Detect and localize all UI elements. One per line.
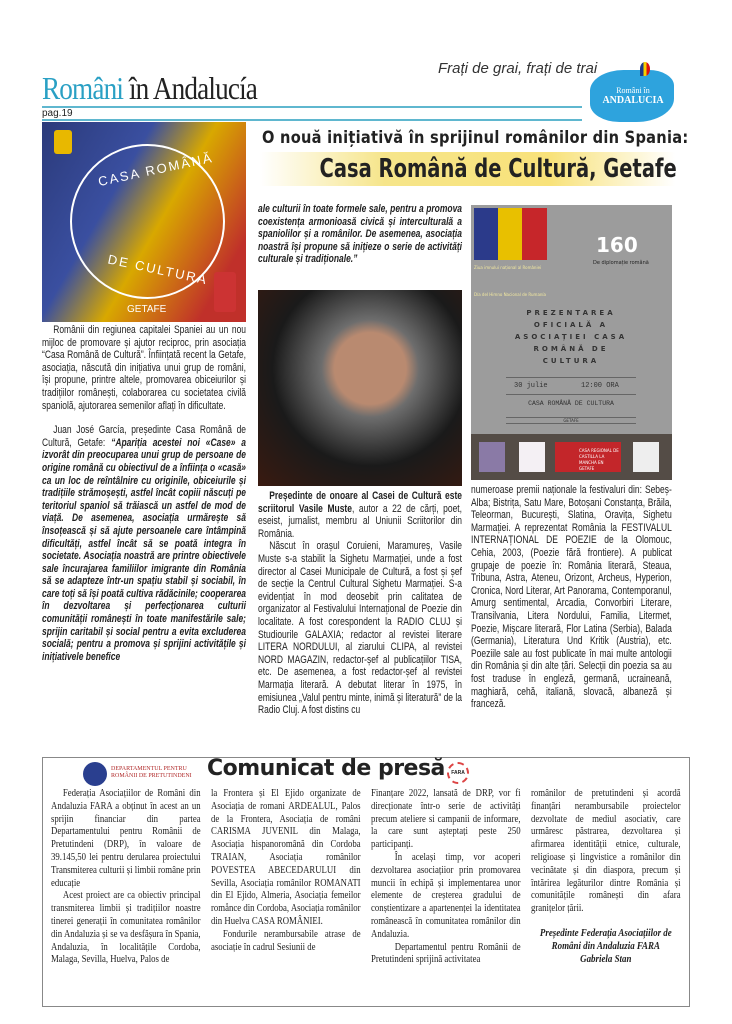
press-column-4: românilor de pretutindeni și acordă finanțări nerambursabile proiectelor dezvoltate de mediul asociativ, care urmăresc păstrarea, dezvoltarea și afirmarea identității etnice, culturale, religioase și lingvistice a românilor din vecinătate și din diaspora, precum și întărirea legăturilor dintre România și comunitățile românești din afara granițelor țării. Președinte Federația Asociațiilor de Români din Andaluzia FARA Gabriela Stan bbox=[531, 788, 681, 965]
casa-romana-logo-image: CASA ROMÂNĂ DE CULTURA GETAFE bbox=[42, 122, 246, 322]
press-column-2: la Frontera și El Ejido organizate de Asociația de romani ARDEALUL, Palos de la Frontera, Asociația de români CARISMA JUVENIL din Malaga, Asociația hispanoromână din Cordoba TRAIAN, Asociația românilor POVESTEA ABECEDARULUI din Sevilla, Asociația românilor ROMANATI din El Ejido, Almeria, Asociația femeilor romånce din Cordoba, Asociația românilor din Huelva CASA ROMÂNIEI. Fondurile nerambursabile atrase de asociație în cadrul Sesiunii de bbox=[211, 788, 361, 953]
drp-emblem-icon bbox=[83, 762, 107, 786]
press-release-box: DEPARTAMENTUL PENTRU ROMÂNII DE PRETUTINDENI Comunicat de presă FARA Federația Asociațiilor de Români din Andaluzia FARA a obținut în acest an un sprijin financiar din partea Departamentului pentru Românii de Pretutindeni (DRP), în valoare de 39.145,50 lei pentru derularea proiectului Transmiterea culturii și limbii române prin educație Acest proiect are ca obiectiv principal transmiterea limbii și tradițiilor noastre tinerei generații în comunitatea românilor din Andaluzia și se va desfășura în Spania, Andaluzia, în localitățile Cordoba, Malaga, Sevilla, Huelva, Palos de la Frontera și El Ejido organizate de Asociația de romani ARDEALUL, Palos de la Frontera, Asociația de români CARISMA JUVENIL din Malaga, Asociația hispanoromână din Cordoba TRAIAN, Asociația românilor POVESTEA ABECEDARULUI din Sevilla, Asociația românilor ROMANATI din El Ejido, Almeria, Asociația femeilor romånce din Cordoba, Asociația românilor din Huelva CASA ROMÂNIEI. Fondurile nerambursabile atrase de asociație în cadrul Sesiunii de Finanțare 2022, lansată de DRP, vor fi direcționate într-o serie de activități precum ateliere si campanii de informare, la care sunt așteptați peste 250 participanți. În același timp, vor acoperi dezvoltarea asociațiior prin promovarea muncii în echipă și implementarea unor elemente de creșterea gradului de conștientizare a apartenenței la identitatea românească în comunitatea românilor din Andaluzia. Departamentul pentru Românii de Pretutindeni sprijină activitatea românilor de pretutindeni și acordă finanțări nerambursabile proiectelor dezvoltate de mediul asociativ, care urmăresc păstrarea, dezvoltarea și afirmarea identității etnice, culturale, religioase și lingvistice a românilor din vecinătate și din diaspora, precum și întărirea legăturilor dintre România și comunitățile românești din afara granițelor țării. Președinte Federația Asociațiilor de Români din Andaluzia FARA Gabriela Stan bbox=[42, 757, 690, 1007]
sponsor-bar: CASA REGIONAL DE CASTILLA LA MANCHA EN GETAFE bbox=[471, 434, 672, 480]
article-column-3: numeroase premii naționale la festivaluri din: Sebeș-Alba; Bistrița, Satu Mare, Botoșani Constanța, Brăila, Teleorman, București, Slatina, Oravița, Sighetu Marmației. A reprezentat România la FESTIVALUL INTERNAȚIONAL DE POEZIE de la Olomouc, Cehia, 2003, (Poezie fără frontiere). A publicat grupaje de poezie în: România literară, Steaua, Tribuna, Astra, Ateneu, Orizont, Archeus, Hyperion, Cronica, Nord Literar, Art Panorama, Contemporanul, Amurg sentimental, Arcadia, Convorbiri Literare, Transilvania, Litera Nordului, Familia, Litermet, Poezie, Mișcare literară, Flor Latina (Serbia), Balada (Germania), Literatura Und Kritik (Austria), etc. Poeziile sale au fost publicate în mai multe antologii din România și din alte țări. Selecții din poezia sa au fost traduse în engleză, germană, ucraineană, maghiară, cehă, italiană, slovacă, albaneză și franceză. bbox=[471, 484, 672, 711]
andalucia-logo: Români în ANDALUCIA bbox=[590, 62, 674, 122]
press-title: Comunicat de presă bbox=[207, 756, 445, 781]
press-column-1: Federația Asociațiilor de Români din Andaluzia FARA a obținut în acest an un sprijin financiar din partea Departamentului pentru Românii de Pretutindeni (DRP), în valoare de 39.145,50 lei pentru derularea proiectului Transmiterea culturii și limbii române prin educație Acest proiect are ca obiectiv principal transmiterea limbii și tradițiilor noastre tinerei generații în comunitatea românilor din Andaluzia și se va desfășura în Spania, Andaluzia, în localitățile Cordoba, Malaga, Sevilla, Huelva, Palos de bbox=[51, 788, 201, 966]
motto: Frați de grai, frați de trai bbox=[438, 60, 598, 77]
article-headline: Casa Română de Cultură, Getafe bbox=[260, 152, 675, 186]
fara-logo: FARA bbox=[447, 762, 469, 784]
article-column-1: Românii din regiunea capitalei Spaniei au un nou mijloc de promovare și ajutor reciproc, prin asociația “Casa Română de Cultură”. Înființată recent la Getafe, asociația, născută din inițiativa unui grup de români, își propune, printre altele, promovarea obiceiurilor și tradițiilor românești, colaborarea cu societatea civilă spaniolă, ajutorarea semenilor aflați în dificultate. Juan José García, președinte Casa Română de Cultură, Getafe: “Apariția acestei noi «Case» a izvorât din preocuparea unui grup de persoane de origine română cu obiectivul de a înființa o «casă» ca un loc de reîntâlnire cu originile, obiceiurile și tradițiile strămoșești, astfel încât copiii născuți pe teritoriul spaniol să trăiască un astfel de mod de viață. De asemenea, asociația urmărește să însoțească și să ajute persoanele care întâmpină dificultăți, astfel încât să se poată integra în societate. Asociația noastră are printre obiectivele sale încurajarea familiilor imigrante din România să se adapteze într-un spațiu stabil și sociabil, în care toți să își poată cultiva rădăcinile; cooperarea în dezvoltarea și perfecționarea culturii comunității românești în toate manifestările sale; sprijin caritabil și social pentru a evita excluderea socială; pentru a promova și sprijini activitățile și inițiativele benefice bbox=[42, 324, 247, 663]
signature: Președinte Federația Asociațiilor de Români din Andaluzia FARA Gabriela Stan bbox=[539, 927, 672, 965]
divider bbox=[42, 119, 582, 121]
divider bbox=[42, 106, 582, 108]
article-column-2: Președinte de onoare al Casei de Cultură este scriitorul Vasile Muste, autor a 22 de cărți, poet, eseist, jurnalist, membru al Uniunii Scriitorilor din România. Născut în orașul Coruieni, Maramureș, Vasile Muste s-a stabilit la Sighetu Marmației, unde a fost director al Casei Municipale de Cultură, a fost și șef de secție la Centrul Cultural Sighetu Marmației. S-a evidențiat în mod deosebit prin calitatea de organizator al Festivalului Internațional de Poezie din localitate. A fost corespondent la RADIO CLUJ și Studiourile GALAXIA; redactor al revistei literare LITERA NORDULUI, al ziarului CLIPA, al revistei NORD MAGAZIN, redactor-șef al publicațiilor TISA, etc. De asemenea, a fost redactor-șef al revistei Marmația literară. A debutat literar în 1975, în emisiunea „Valul pentru minte, inimă și literatură” de la Radio Cluj. A fost distins cu bbox=[258, 490, 462, 717]
event-poster: Ziua imnului național al României Día del Himno Nacional de Rumanía 160 De diplomație română PREZENTAREA OFICIALĂ A ASOCIAȚIEI CASA ROMÂNĂ DE CULTURA 30 julie 12:00 ORA CASA ROMÂNĂ DE CULTURA GETAFE CASA REGIONAL DE CASTILLA LA MANCHA EN GETAFE bbox=[471, 205, 672, 480]
page-number: pag.19 bbox=[42, 108, 73, 119]
coat-of-arms-icon bbox=[214, 272, 236, 312]
masthead-title: Români în Andalucía bbox=[42, 70, 258, 106]
article-kicker: O nouă inițiativă în sprijinul românilor din Spania: bbox=[262, 128, 689, 148]
press-column-3: Finanțare 2022, lansată de DRP, vor fi direcționate într-o serie de activități precum ateliere si campanii de informare, la care sunt așteptați peste 250 participanți. În același timp, vor acoperi dezvoltarea asociațiior prin promovarea muncii în echipă și implementarea unor elemente de creșterea gradului de conștientizare a apartenenței la identitatea românească în comunitatea românilor din Andaluzia. Departamentul pentru Românii de Pretutindeni sprijină activitatea bbox=[371, 788, 521, 966]
vasile-muste-photo bbox=[258, 290, 462, 486]
coat-of-arms-icon bbox=[54, 130, 72, 154]
article-quote: ale culturii în toate formele sale, pentru a promova coexistența armonioasă civică și interculturală a spaniolilor și a românilor. De asemenea, asociația noastră își propune să inițieze o serie de activități culturale și tradiționale.” bbox=[258, 203, 462, 266]
romanian-flag bbox=[474, 208, 547, 260]
